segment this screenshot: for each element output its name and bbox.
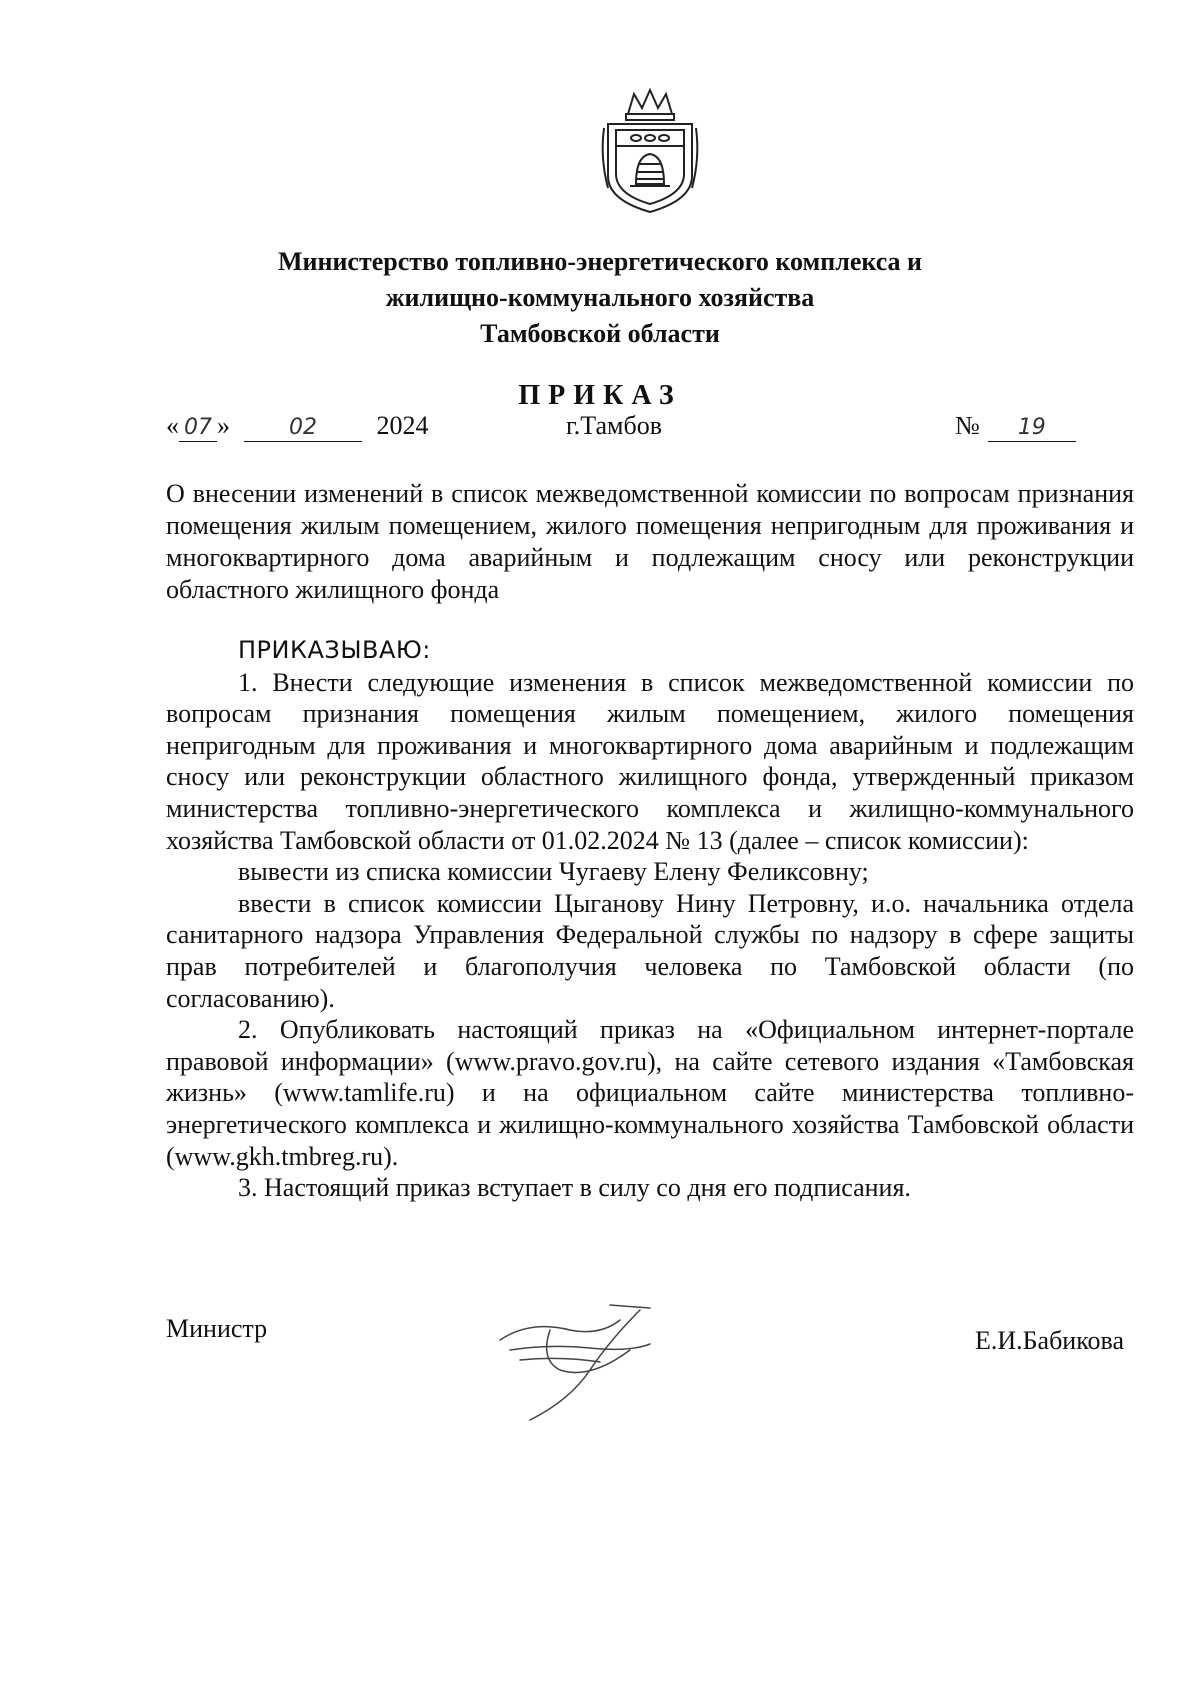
document-date xyxy=(166,410,429,442)
handwritten-signature xyxy=(490,1300,660,1430)
signer-name: Е.И.Бабикова xyxy=(974,1326,1124,1355)
org-line-2: жилищно-коммунального хозяйства xyxy=(385,283,815,312)
organization-name xyxy=(200,244,1000,352)
org-line-3: Тамбовской области xyxy=(480,319,720,348)
org-line-1: Министерство топливно-энергетического комплекса и xyxy=(277,247,923,276)
date-close-quote: » xyxy=(217,411,230,440)
number-value: 19 xyxy=(988,413,1076,442)
coat-of-arms-icon xyxy=(598,88,702,218)
document-type-title: ПРИКАЗ xyxy=(518,380,682,411)
document-number xyxy=(955,410,1076,442)
date-open-quote: « xyxy=(166,411,179,440)
date-year: 2024 xyxy=(376,411,429,440)
paragraph-1: 1. Внести следующие изменения в список межведомственной комиссии по вопросам признания помещения жилым помещением, жилого помещения непригодным для проживания и многоквартирного дома аварийным и подлежащим сносу или реконструкции областного жилищного фонда, утвержденный приказом министерства топливно-энергетического комплекса и жилищно-коммунального хозяйства Тамбовской области от 01.02.2024 № 13 (далее – список комиссии): xyxy=(166,667,1134,855)
document-city: г.Тамбов xyxy=(566,411,662,440)
paragraph-3: 3. Настоящий приказ вступает в силу со дня его подписания. xyxy=(238,1173,911,1203)
paragraph-1-add: ввести в список комиссии Цыганову Нину Петровну, и.о. начальника отдела санитарного надзора Управления Федеральной службы по надзору в сфере защиты прав потребителей и благополучия человека по Тамбовской области (по согласованию). xyxy=(166,888,1134,1013)
paragraph-2: 2. Опубликовать настоящий приказ на «Официальном интернет-портале правовой информации» (www.pravo.gov.ru), на сайте сетевого издания «Тамбовская жизнь» (www.tamlife.ru) и на официальном сайте министерства топливно-энергетического комплекса и жилищно-коммунального хозяйства Тамбовской области (www.gkh.tmbreg.ru). xyxy=(166,1015,1134,1171)
order-word: ПРИКАЗЫВАЮ: xyxy=(238,636,431,664)
date-day: 07 xyxy=(179,413,217,442)
signer-position: Министр xyxy=(166,1314,268,1343)
number-sign: № xyxy=(955,411,980,440)
paragraph-1-remove: вывести из списка комиссии Чугаеву Елену Феликсовну; xyxy=(238,857,869,887)
date-month: 02 xyxy=(244,413,362,442)
document-subject: О внесении изменений в список межведомственной комиссии по вопросам признания помещения жилым помещением, жилого помещения непригодным для проживания и многоквартирного дома аварийным и подлежащим сносу или реконструкции областного жилищного фонда xyxy=(166,479,1134,604)
document-body xyxy=(166,635,1134,1204)
